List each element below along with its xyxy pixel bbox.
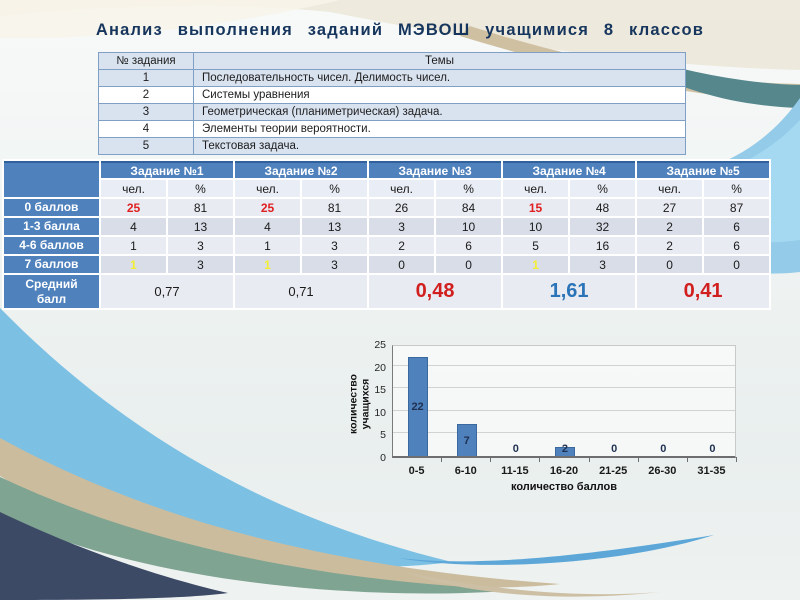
subheader-people: чел.	[503, 180, 568, 197]
average-value: 0,48	[369, 275, 501, 308]
task-topic: Текстовая задача.	[194, 138, 686, 155]
bar-value-label: 0	[611, 443, 618, 455]
chart-category-slot	[393, 346, 442, 456]
slide-title: Анализ выполнения заданий МЭВОШ учащимися 8 классов	[95, 21, 705, 39]
score-cell: 0	[637, 256, 702, 273]
x-tick-label: 6-10	[454, 465, 477, 477]
score-cell: 3	[302, 256, 367, 273]
score-cell: 6	[704, 218, 769, 235]
score-cell: 0	[704, 256, 769, 273]
score-cell: 6	[436, 237, 501, 254]
chart-plot-area	[392, 345, 736, 458]
score-cell: 48	[570, 199, 635, 216]
chart-category-slot	[639, 346, 688, 456]
score-cell: 81	[302, 199, 367, 216]
bar-value-label: 22	[411, 401, 424, 414]
score-cell: 25	[101, 199, 166, 216]
average-value: 0,71	[235, 275, 367, 308]
score-cell: 81	[168, 199, 233, 216]
x-tick-label: 11-15	[501, 465, 529, 477]
chart-x-axis-label: количество баллов	[510, 481, 618, 493]
bar-value-label: 0	[660, 443, 667, 455]
subheader-percent: %	[168, 180, 233, 197]
score-cell: 2	[369, 237, 434, 254]
score-cell: 25	[235, 199, 300, 216]
subheader-percent: %	[302, 180, 367, 197]
task-group-header: Задание №5	[637, 161, 769, 178]
subheader-percent: %	[704, 180, 769, 197]
row-label: 0 баллов	[4, 199, 99, 216]
themes-row	[99, 87, 686, 104]
score-cell: 0	[436, 256, 501, 273]
score-cell: 87	[704, 199, 769, 216]
themes-header-row	[99, 53, 686, 70]
x-tick-label: 21-25	[599, 465, 628, 477]
task-topic: Последовательность чисел. Делимость чисел.	[194, 70, 686, 87]
score-subheader-row	[4, 180, 769, 197]
score-row-0-points	[4, 199, 769, 216]
bar-value-label: 2	[561, 443, 569, 455]
score-cell: 3	[302, 237, 367, 254]
chart-category-slot	[442, 346, 491, 456]
score-cell: 10	[503, 218, 568, 235]
score-cell: 32	[570, 218, 635, 235]
corner-cell	[4, 161, 99, 197]
row-label: Средний балл	[4, 275, 99, 308]
y-tick-label: 0	[380, 452, 386, 464]
x-tick-label: 0-5	[408, 465, 425, 477]
themes-table	[98, 52, 686, 155]
chart-y-axis-label: количество учащихся	[347, 374, 372, 434]
score-cell: 4	[101, 218, 166, 235]
y-tick-label: 25	[374, 339, 386, 351]
x-tick-label: 16-20	[549, 465, 579, 477]
task-number: 3	[99, 104, 194, 121]
themes-row	[99, 138, 686, 155]
themes-header-number: № задания	[99, 53, 194, 70]
score-cell: 4	[235, 218, 300, 235]
y-tick-label: 5	[380, 429, 386, 442]
task-number: 5	[99, 138, 194, 155]
x-tick-label: 26-30	[648, 465, 677, 477]
task-topic: Геометрическая (планиметрическая) задача.	[194, 104, 686, 121]
row-label: 1-3 балла	[4, 218, 99, 235]
score-distribution-chart	[338, 336, 744, 500]
task-group-header: Задание №1	[101, 161, 233, 178]
bar-value-label: 7	[463, 435, 470, 448]
score-cell: 1	[101, 237, 166, 254]
score-cell: 1	[235, 256, 300, 273]
score-row-4-6-points	[4, 237, 769, 254]
score-cell: 1	[101, 256, 166, 273]
themes-header-topics: Темы	[194, 53, 686, 70]
task-topic: Системы уравнения	[194, 87, 686, 104]
chart-category-slot	[590, 346, 639, 456]
task-group-header: Задание №4	[503, 161, 635, 178]
score-row-7-points	[4, 256, 769, 273]
score-row-1-3-points	[4, 218, 769, 235]
subheader-percent: %	[436, 180, 501, 197]
score-cell: 3	[168, 237, 233, 254]
row-label: 7 баллов	[4, 256, 99, 273]
y-tick-label: 20	[374, 361, 386, 374]
task-topic: Элементы теории вероятности.	[194, 121, 686, 138]
average-value: 0,77	[101, 275, 233, 308]
chart-category-slot	[491, 346, 540, 456]
chart-category-slot	[688, 346, 737, 456]
score-cell: 16	[570, 237, 635, 254]
score-cell: 2	[637, 218, 702, 235]
score-cell: 13	[168, 218, 233, 235]
bar-value-label: 0	[709, 443, 716, 455]
score-cell: 27	[637, 199, 702, 216]
task-group-header: Задание №2	[235, 161, 367, 178]
subheader-people: чел.	[637, 180, 702, 197]
x-tick-label: 31-35	[697, 465, 726, 477]
score-cell: 2	[637, 237, 702, 254]
task-number: 1	[99, 70, 194, 87]
score-cell: 26	[369, 199, 434, 216]
task-number: 2	[99, 87, 194, 104]
score-table	[2, 159, 771, 310]
task-group-header: Задание №3	[369, 161, 501, 178]
chart-category-slot	[540, 346, 589, 456]
score-cell: 3	[168, 256, 233, 273]
score-cell: 3	[570, 256, 635, 273]
subheader-percent: %	[570, 180, 635, 197]
score-cell: 0	[369, 256, 434, 273]
average-value: 1,61	[503, 275, 635, 308]
themes-row	[99, 104, 686, 121]
subheader-people: чел.	[101, 180, 166, 197]
score-group-header-row	[4, 161, 769, 178]
score-cell: 5	[503, 237, 568, 254]
y-tick-label: 15	[374, 384, 386, 397]
score-cell: 6	[704, 237, 769, 254]
y-tick-label: 10	[374, 406, 386, 419]
themes-row	[99, 70, 686, 87]
score-cell: 3	[369, 218, 434, 235]
task-number: 4	[99, 121, 194, 138]
score-cell: 1	[503, 256, 568, 273]
score-cell: 15	[503, 199, 568, 216]
score-cell: 13	[302, 218, 367, 235]
average-value: 0,41	[637, 275, 769, 308]
bar-value-label: 0	[512, 443, 519, 455]
row-label: 4-6 баллов	[4, 237, 99, 254]
themes-row	[99, 121, 686, 138]
subheader-people: чел.	[369, 180, 434, 197]
score-cell: 84	[436, 199, 501, 216]
subheader-people: чел.	[235, 180, 300, 197]
score-cell: 10	[436, 218, 501, 235]
score-cell: 1	[235, 237, 300, 254]
score-row-average	[4, 275, 769, 308]
